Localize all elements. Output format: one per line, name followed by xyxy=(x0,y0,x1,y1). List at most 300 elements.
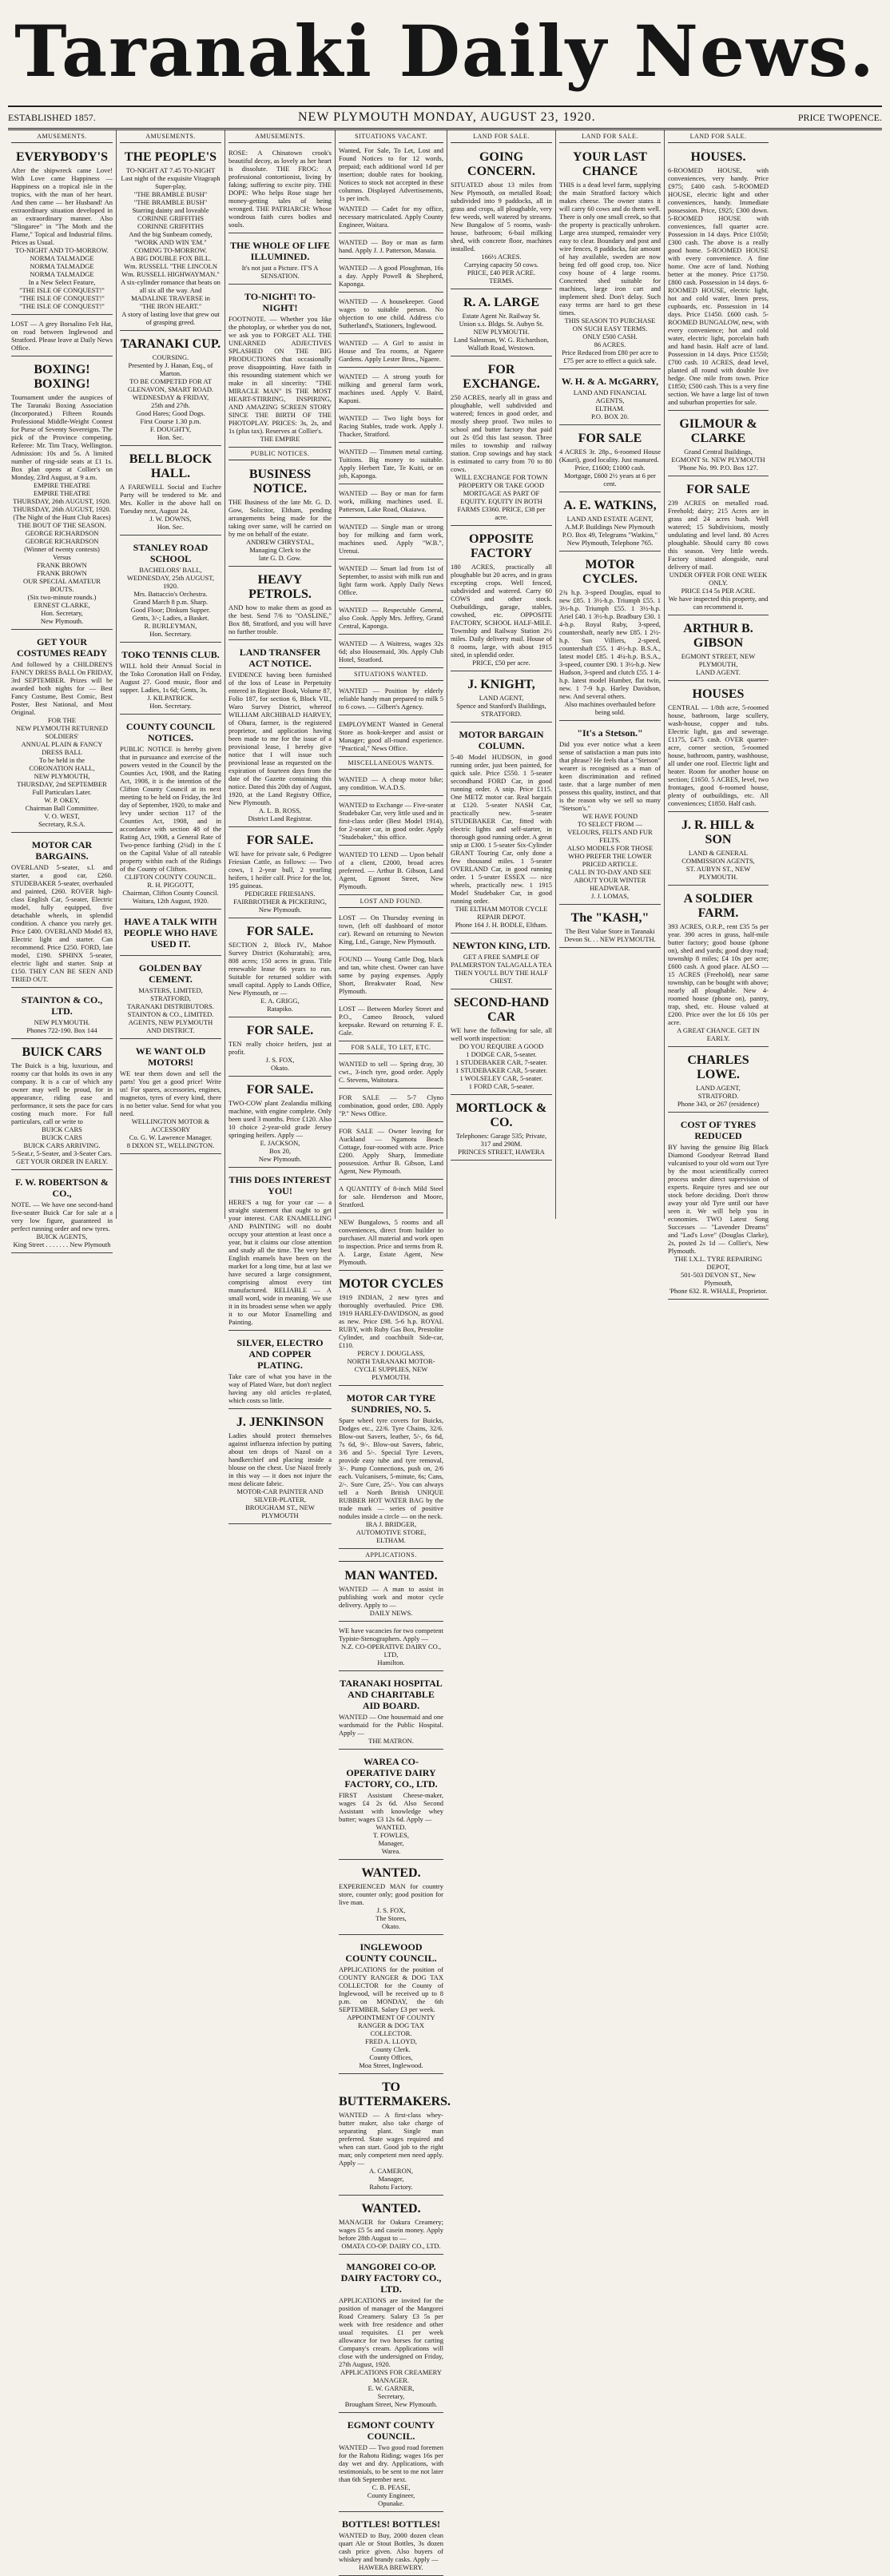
ad-line: APPOINTMENT OF COUNTY RANGER & DOG TAX COLLECTOR. xyxy=(347,2013,435,2037)
column-4-motor-cycles xyxy=(339,1273,443,1549)
ad-line: F. DOUGHTY, xyxy=(149,425,192,433)
ad-line: Grand March 8 p.m. Sharp. xyxy=(133,598,209,606)
ad-line: FRANK BROWN xyxy=(37,561,87,569)
ad-body: THIS is a dead level farm, supplying the main Stratford factory which makes cheese. The owner states it will carry 60 cows and do them well. There is only one small creek, so that the property is practically unbroken. Large area stumped, remainder very easy to clear. Boundary and post and wire fences, 8 paddocks, fair amount of hay available, sweden are now being fed off good crop, too. Nice cosy house of 4 large rooms. Concreted shed suitable for machines, large iron cart and implement shed. Don't delay. Such easy terms are hard to get these times. xyxy=(559,181,661,317)
established-label: ESTABLISHED 1857. xyxy=(8,111,96,123)
ad-line: IRA J. BRIDGER, xyxy=(365,1520,417,1528)
ad-line: MADALINE TRAVERSE in xyxy=(131,294,210,302)
advertisement xyxy=(668,1115,769,1300)
advertisement xyxy=(339,1565,443,1622)
ad-line: P.O. Box 49, Telegrams "Watkins," New Plymouth, Telephone 765. xyxy=(562,531,658,547)
ad-line: Manager, xyxy=(378,1839,404,1847)
ad-line: WEDNESDAY, 25th AUGUST, 1920. xyxy=(127,574,214,590)
ad-line: CORINNE GRIFFITHS xyxy=(137,222,204,230)
ad-line: 5-Seat.r, 5-Seater, and 3-Seater Cars. xyxy=(11,1149,113,1157)
ad-line: "THE ISLE OF CONQUEST!" xyxy=(19,294,105,302)
column-2 xyxy=(117,130,225,1219)
advertisement xyxy=(339,1182,443,1213)
section-heading: LAND FOR SALE. xyxy=(668,133,769,143)
ad-line: ELTHAM. xyxy=(376,1536,406,1544)
ad-line: R. BURLEYMAN, xyxy=(144,622,197,630)
ad-body: Spare wheel tyre covers for Buicks, Dodges etc., 22/6. Tyre Chains, 32/6. Blow-out Savers, leather, 5/-, 6s 6d, 7s 6d, 9/-. Blow-out Savers, fabric, 3/6 and 5/-. Special Tyre Levers, provide easy tube and tyre removal, 3/-. Pump Connections, push on, 2/6 each. Vulcanisers, 5-minute, 6s; Cans, 2/-. Sure Cure, 25/-. You can always tell a North British UNIQUE RUBBER HOT WATER BAG by the trade mark — series of positive nodules inside a circle — on the neck. xyxy=(339,1416,443,1520)
ad-line: New Plymouth. xyxy=(258,1155,302,1163)
ad-line: BUICK CARS xyxy=(42,1125,82,1133)
ad-title: GOLDEN BAY CEMENT. xyxy=(138,962,203,985)
ad-title: BOXING! BOXING! xyxy=(34,363,90,391)
advertisement xyxy=(120,538,221,643)
ad-line: (The Night of the Hunt Club Races) xyxy=(13,513,111,521)
ad-body: 1919 INDIAN, 2 new tyres and thoroughly overhauled. Price £98. 1919 HARLEY-DAVIDSON, as good as new. Price £98. 5-6 h.p. ROYAL RUBY, with Ruby Gas Box, Prestolite Cylinder, and coachbuilt Side-car, £110. xyxy=(339,1293,443,1349)
advertisement xyxy=(228,1333,332,1409)
ad-body: EMPLOYMENT Wanted in General Store as book-keeper and assist or Manager; good all-round experience. "Practical," News Office. xyxy=(339,720,443,752)
advertisement xyxy=(339,1388,443,1549)
ad-line: GEORGE RICHARDSON xyxy=(25,529,99,537)
ad-line: First Course 1.30 p.m. xyxy=(140,417,201,425)
ad-title: J. JENKINSON xyxy=(236,1415,324,1429)
ad-line: TO SELECT FROM — xyxy=(577,820,643,828)
advertisement xyxy=(339,1091,443,1122)
column-5 xyxy=(447,130,556,1219)
ad-body: THE Business of the late Mr. G. D. Gow, Solicitor, Eltham, pending arrangements being made for the taking over same, will be carried on by me on behalf of the estate. xyxy=(228,498,332,538)
advertisement xyxy=(228,464,332,567)
advertisement xyxy=(339,773,443,796)
ad-line: A six-cylinder romance that beats on all six all the way. And xyxy=(121,278,221,294)
ad-line: 86 ACRES. xyxy=(594,340,626,348)
ad-title: BUSINESS NOTICE. xyxy=(248,468,312,496)
advertisement xyxy=(11,835,113,988)
advertisement xyxy=(451,992,552,1095)
advertisement xyxy=(451,146,552,289)
ad-title: A. E. WATKINS, xyxy=(563,499,657,512)
ad-line: J. S. FOX, xyxy=(265,1056,295,1064)
ad-line: ST. AUBYN ST., NEW PLYMOUTH. xyxy=(685,865,751,881)
ad-line: HAWERA BREWERY. xyxy=(359,2563,423,2571)
advertisement xyxy=(11,1041,113,1170)
ad-title: ARTHUR B. GIBSON xyxy=(683,622,753,650)
ad-body: WANTED — A first-class whey-butter maker, also take charge of separating plant. Single man preferred. State wages required and when can start. Good job to the right man; only competent men need apply. Apply — xyxy=(339,2111,443,2167)
ad-body: WANTED — A Waitress, wages 32s 6d; also Housemaid, 30s. Apply Club Hotel, Stratford. xyxy=(339,639,443,663)
ad-line: "THE ISLE OF CONQUEST!" xyxy=(19,302,105,310)
ad-title: FOR SALE. xyxy=(246,925,314,938)
advertisement xyxy=(339,336,443,368)
ad-line: In a New Select Feature, xyxy=(28,278,96,286)
ad-line: Wallath Road, Westown. xyxy=(467,344,535,352)
ad-line: And the big Sunbeam comedy, xyxy=(129,230,213,238)
ad-line: DRESS BALL xyxy=(42,748,82,756)
advertisement xyxy=(339,370,443,409)
ad-body: 250 ACRES, nearly all in grass and ploughable, well subdivided and watered; fences in good order, and mostly sheep proof. Two miles to school and butter factory that paid out 2s 05d this last season. Three miles to township and railway station. Crop sowings and hay stack is estimated to carry from 70 to 80 cows. xyxy=(451,393,552,473)
advertisement xyxy=(339,445,443,484)
ad-line: STRATFORD. xyxy=(697,1092,739,1100)
ad-line: PALMERSTON TALAGALLA TEA xyxy=(451,961,552,969)
ad-line: Brougham Street, New Plymouth. xyxy=(344,2400,438,2408)
advertisement xyxy=(11,632,113,833)
section-heading: PUBLIC NOTICES. xyxy=(228,450,332,460)
section-heading: SITUATIONS WANTED. xyxy=(339,671,443,681)
ad-line: Rahotu Factory. xyxy=(369,2183,413,2191)
ad-line: King Street . . . . . . . New Plymouth xyxy=(13,1240,111,1248)
ad-line: STAINTON & CO., LIMITED. xyxy=(127,1010,214,1018)
advertisement xyxy=(339,520,443,559)
ad-body: 393 ACRES, O.R.P., rent £35 5s per year. 390 acres in grass, half-mile butter factory; good house (phone on), shed and yards; good dray road; township 8 miles; £4 10s per acre; £600 cash. A good place. ALSO — 15 ACRES (Freehold), near same township, can be bought with above; nearly all ploughable. New 4-roomed house (phone on), pantry, trap, shed, etc. House valued at £200. Price over the lot £6 10s per acre. xyxy=(668,922,769,1026)
advertisement xyxy=(668,814,769,886)
ad-line: Chairman Ball Committee. xyxy=(25,804,99,812)
ad-title: FOR SALE. xyxy=(246,1083,314,1097)
ad-title: TARANAKI CUP. xyxy=(120,337,221,351)
ad-line: Okato. xyxy=(271,1064,289,1072)
advertisement xyxy=(559,554,661,721)
ad-title: GOING CONCERN. xyxy=(467,150,535,178)
ad-line: E. JACKSON, xyxy=(260,1139,300,1147)
advertisement xyxy=(339,911,443,950)
ad-title: MORTLOCK & CO. xyxy=(455,1101,547,1129)
advertisement xyxy=(451,1097,552,1161)
ad-line: Mrs. Battaccio's Orchestra. xyxy=(133,590,208,598)
advertisement xyxy=(451,528,552,671)
ad-title: W. H. & A. McGARRY, xyxy=(561,376,659,387)
ad-body: CENTRAL — 1/8th acre, 5-roomed house, bathroom, large scullery, wash-house, copper and tubs. Electric light, gas and sewerage. £1175, £475 cash. OVER quarter-acre, corner section, 5-roomed house, bathroom, pantry, washhouse, all under one roof. Electric light and heater. Room for another house on section; £1650. 5 ACRES, level, two frontages, good 6-roomed house, plenty of outbuildings, etc. All conveniences; £1850. Half cash. xyxy=(668,703,769,807)
ad-title: MOTOR CYCLES. xyxy=(582,558,638,586)
ad-line: PRICE, £50 per acre. xyxy=(472,659,530,667)
ad-body: WANTED — Two light boys for Racing Stables, trade work. Apply J. Thacker, Stratford. xyxy=(339,414,443,438)
ad-line: The Stores, xyxy=(375,1914,407,1922)
ad-title: THE PEOPLE'S xyxy=(124,150,217,164)
ad-line: WANTED. xyxy=(375,1823,407,1831)
advertisement xyxy=(339,2257,443,2413)
ad-line: V. O. WEST, xyxy=(44,812,80,820)
ad-body: FOR SALE — Owner leaving for Auckland — Ngamotu Beach Cottage, four-roomed with acre. Price £200. Apply Sharp, Immediate possession. Arthur B. Gibson, Land Agent, New Plymouth. xyxy=(339,1127,443,1175)
ad-line: COMING TO-MORROW. xyxy=(134,246,207,254)
ad-line: J. W. DOWNS, xyxy=(149,515,192,523)
advertisement xyxy=(228,287,332,448)
ad-line: Spence and Stanford's Buildings, xyxy=(456,702,546,710)
ad-title: NEWTON KING, LTD. xyxy=(452,940,550,951)
advertisement xyxy=(339,295,443,334)
ad-title: HOUSES xyxy=(692,687,745,701)
ad-title: STAINTON & CO., LTD. xyxy=(21,994,103,1017)
ad-body: The Buick is a big, luxurious, and roomy car that holds its own in any company. It is a car of which any owner may well be proud, for in appearance, riding ease and performance, it sets the pace for cars costing much more. For full particulars, call or write to xyxy=(11,1061,113,1125)
ad-line: 1 STUDEBAKER CAR, 5-seater. xyxy=(455,1066,547,1074)
ad-line: FRED A. LLOYD, xyxy=(365,2037,417,2045)
ad-body: SITUATED about 13 miles from New Plymouth, on metalled Road; subdivided into 9 paddocks, all in grass and crops, all ploughable, very few weeds, well watered by streams. New Bungalow of 5 rooms, wash-house, bathroom; 6-bail milking shed, with concrete floor, machines installed. xyxy=(451,181,552,253)
ad-line: Mortgage, £600 2½ years at 6 per cent. xyxy=(564,472,656,488)
ad-body: Ladies should protect themselves against influenza infection by putting about ten drops of Nazol on a handkerchief and placing inside a blouse on the chest. Use Nazol freely in this way — it does not injure the most delicate fabric. xyxy=(228,1431,332,1487)
ad-line: AUTOMOTIVE STORE, xyxy=(356,1528,427,1536)
advertisement xyxy=(668,618,769,681)
ad-line: Also machines overhauled before being sold. xyxy=(564,700,656,716)
ad-line: EMPIRE THEATRE xyxy=(34,481,90,489)
advertisement xyxy=(339,1937,443,2074)
ad-line: 'Phone 632. R. WHALE, Proprietor. xyxy=(669,1287,768,1295)
ad-title: J. R. HILL & SON xyxy=(681,818,755,846)
ad-title: YOUR LAST CHANCE xyxy=(573,150,647,178)
ad-line: FAIRBROTHER & PICKERING, xyxy=(233,898,327,906)
ad-line: EMPIRE THEATRE xyxy=(34,489,90,497)
ad-line: late G. D. Gow. xyxy=(258,554,302,562)
ad-line: Opunake. xyxy=(378,2499,404,2507)
advertisement xyxy=(668,683,769,812)
ad-line: Gents, 3/-; Ladies, a Basket. xyxy=(132,614,209,622)
advertisement xyxy=(228,921,332,1017)
advertisement xyxy=(11,1173,113,1253)
ad-title: MOTOR CAR BARGAINS. xyxy=(31,839,93,862)
ad-line: WE HAVE FOUND xyxy=(582,812,638,820)
advertisement xyxy=(339,261,443,293)
ad-line: ONLY £500 CASH. xyxy=(582,332,638,340)
ad-line: BACHELORS' BALL, xyxy=(139,566,202,574)
ad-line: "WORK AND WIN 'EM." xyxy=(134,238,207,246)
ad-body: WE tear them down and sell the parts! You get a good price! Write us! For spares, accessories, engines, magnetos, tyres of every kind, there is no better value. Send for what you need. xyxy=(120,1069,221,1117)
ad-body: WANTED to sell — Spring dray, 30 cwt., 3-inch tyre, good order. Apply C. Stevens, Waitotara. xyxy=(339,1060,443,1084)
ad-line: COURSING. xyxy=(152,353,189,361)
ad-line: APPLICATIONS FOR CREAMERY MANAGER. xyxy=(340,2368,443,2384)
ad-body: ROSE: A Chinatown crook's beautiful decoy, as lovely as her heart is dissolute. THE FROG: A professional contortionist, living by faking; suffering to excite pity. THE DOPE: Who helps Rose stage her money-getting tales of being wronged. THE PATRIARCH: Whose wondrous faith cures bodies and souls. xyxy=(228,149,332,229)
ad-line: PERCY J. DOUGLASS, xyxy=(357,1349,425,1357)
ad-line: A story of lasting love that grew out of grasping greed. xyxy=(121,310,220,326)
advertisement xyxy=(668,413,769,476)
ad-body: 5-40 Model HUDSON, in good running order, just been painted, for quick sale. Price £550. 1 5-seater secondhand FORD Car, in good running order. A snip. Price £115. One METZ motor car. Real bargain at £120. 5-seater NASH Car, practically new. 5-seater STUDEBAKER Car, fitted with electric lights and self-starter, in thorough good running order. A great snip at £300. 1 5-seater Six-Cylinder GRANT Touring Car, only done a few thousand miles. 1 5-seater OVERLAND Car, in good running order. 1 5-seater ESSEX — nice wheels, practically new. 1 1915 Model Studebaker Car, in good running order. xyxy=(451,753,552,905)
ad-body: WANTED — Single man or strong boy for milking and farm work, machines used. Apply "W.B.", Urenui. xyxy=(339,523,443,555)
ad-line: We have inspected this property, and can recommend it. xyxy=(668,595,769,611)
column-4-misc-wants xyxy=(339,759,443,895)
ad-title: MOTOR CAR TYRE SUNDRIES, NO. 5. xyxy=(346,1392,436,1415)
ad-body: EXPERIENCED MAN for country store, counter only; good position for live man. xyxy=(339,1882,443,1906)
ad-line: FOR THE xyxy=(47,716,77,724)
ad-line: (Six two-minute rounds.) xyxy=(27,593,97,601)
ad-line: P.O. BOX 20. xyxy=(591,412,629,420)
ad-line: J. S. FOX, xyxy=(376,1906,406,1914)
ad-line: TERMS. xyxy=(489,277,514,285)
ad-line: 1 FORD CAR, 5-seater. xyxy=(468,1082,534,1090)
ad-line: CALL IN TO-DAY AND SEE ABOUT YOUR WINTER HEADWEAR. xyxy=(568,868,652,892)
ad-line: GET YOUR ORDER IN EARLY. xyxy=(16,1157,108,1165)
ad-title: BELL BLOCK HALL. xyxy=(129,452,213,480)
ad-title: WE WANT OLD MOTORS! xyxy=(135,1045,206,1068)
ad-line: Hon. Secretary, xyxy=(41,609,83,617)
column-1 xyxy=(8,130,117,1248)
advertisement xyxy=(228,146,332,233)
ad-title: HOUSES. xyxy=(690,150,746,164)
ad-line: NEW PLYMOUTH RETURNED xyxy=(15,724,109,732)
ad-line: Price, £1600; £1000 cash. xyxy=(574,464,646,472)
ad-body: SECTION 2, Block IV., Mahoe Survey District (Kohuratahi); area, 808 acres; 150 acres in grass. Title renewable lease 66 years to run. Suitable for returned soldier with small capital. Apply to Lands Office, New Plymouth, or — xyxy=(228,941,332,997)
advertisement xyxy=(339,2076,451,2196)
ad-body: 239 ACRES on metalled road. Freehold; dairy; 215 Acres are in grass and 24 acres bush. Well watered; 15 Subdivisions, mostly undulating and level land. 80 Acres ploughable. Should carry 80 cows this season. Very little weeds. Factory situated alongside, rural delivery of mail. xyxy=(668,499,769,571)
ad-line: THE I.X.L. TYRE REPAIRING DEPOT, xyxy=(673,1255,763,1271)
ad-title: WANTED. xyxy=(361,2202,421,2216)
ad-line: Phones 722-190. Box 144 xyxy=(26,1026,97,1034)
ad-line: 25th and 27th. xyxy=(151,401,190,409)
advertisement xyxy=(228,236,332,285)
ad-line: AGENTS, NEW PLYMOUTH xyxy=(128,1018,213,1026)
ad-line: NEW PLYMOUTH, xyxy=(34,772,90,780)
ad-line: Waitara, 12th August, 1920. xyxy=(132,897,209,905)
ad-title: FOR SALE. xyxy=(246,1024,314,1037)
ad-line: ANDREW CHRYSTAL, xyxy=(245,538,315,546)
ad-body: WANTED — A man to assist in publishing work and motor cycle delivery. Apply to — xyxy=(339,1585,443,1609)
ad-line: STRATFORD, xyxy=(150,994,191,1002)
section-heading: MISCELLANEOUS WANTS. xyxy=(339,759,443,770)
ad-title: EVERYBODY'S xyxy=(15,150,108,164)
ad-title: FOR SALE xyxy=(578,432,642,445)
advertisement xyxy=(339,236,443,259)
ad-title: BUICK CARS xyxy=(22,1045,102,1059)
column-4-lost-found xyxy=(339,898,443,1041)
ad-body: OVERLAND 5-seater, s.l. and starter, a good car, £260. STUDEBAKER 5-seater, overhauled and painted, £260. ROVER high-class English Car, 5-seater, Electric model, fully equipped, five detachable wheels, in splendid condition. A chance you rarely get. Price £400. OVERLAND Model 83, Electric light and starter. Can recommend. Price £250. FORD, late model, £190. SPHINX 5-seater, electric light and starter. Snip at £150. THEY CAN BE SEEN AND TRIED OUT. xyxy=(11,863,113,983)
advertisement xyxy=(11,359,113,630)
ad-line: "THE ISLE OF CONQUEST!" xyxy=(19,286,105,294)
ad-line: THURSDAY, 2nd SEPTEMBER xyxy=(17,780,107,788)
ad-line: Okato. xyxy=(382,1922,400,1930)
ad-line: ALSO MODELS FOR THOSE WHO PREFER THE LOWER PRICED ARTICLE. xyxy=(566,844,654,868)
column-4-for-sale xyxy=(339,1044,443,1271)
advertisement xyxy=(339,603,443,635)
ad-title: MOTOR BARGAIN COLUMN. xyxy=(459,729,544,751)
ad-line: VELOURS, FELTS AND FUR FELTS. xyxy=(567,828,653,844)
column-3-public-notices xyxy=(228,450,332,1524)
ad-title: GET YOUR COSTUMES READY xyxy=(16,636,107,659)
ad-body: FOR SALE — 5-7 Clyno combination, good order, £80. Apply "P." News Office. xyxy=(339,1093,443,1117)
ad-line: E. W. GARNER, xyxy=(368,2384,415,2392)
ad-body: 4 ACRES 3r. 28p., 6-roomed House (Kauri), good locality. Just manured. xyxy=(559,448,661,464)
ad-line: ERNEST CLARKE, xyxy=(34,601,90,609)
advertisement xyxy=(668,888,769,1047)
advertisement xyxy=(120,146,221,331)
ad-line: N.Z. CO-OPERATIVE DAIRY CO., LTD, xyxy=(340,1642,442,1658)
ad-line: Warea. xyxy=(381,1847,401,1855)
ad-line: LAND & GENERAL COMMISSION AGENTS, xyxy=(681,849,755,865)
ad-body: WANTED — Two good road foremen for the Rahotu Riding; wages 16s per day wet and dry. Applications, with testimonials, to be sent to me not later than 6th September next. xyxy=(339,2443,443,2483)
ad-line: NORTH TARANAKI MOTOR-CYCLE SUPPLIES, NEW PLYMOUTH. xyxy=(347,1357,435,1381)
ad-line: Hon. Sec. xyxy=(157,523,185,531)
ad-body: WANTED — A strong youth for milking and general farm work, machines used. Apply V. Baird, Kapuni. xyxy=(339,372,443,404)
ad-line: Good Floor; Dinkum Supper. xyxy=(130,606,211,614)
ad-line: THEN YOU'LL BUY THE HALF CHEST. xyxy=(454,969,549,985)
ad-title: MOTOR CYCLES xyxy=(339,1277,443,1291)
ad-title: EGMONT COUNTY COUNCIL. xyxy=(347,2419,435,2442)
section-heading: AMUSEMENTS. xyxy=(11,133,113,143)
ad-title: A SOLDIER FARM. xyxy=(683,892,753,920)
ad-title: The "KASH," xyxy=(570,911,650,925)
ad-title: HAVE A TALK WITH PEOPLE WHO HAVE USED IT. xyxy=(123,916,218,950)
column-4-situations-wanted xyxy=(339,671,443,757)
ad-line: Ratapiko. xyxy=(267,1005,293,1013)
advertisement xyxy=(559,146,661,369)
ad-title: LAND TRANSFER ACT NOTICE. xyxy=(239,647,321,669)
ad-body: TWO-COW plant Zealandia milking machine, with engine complete. Only been used 3 months. Price £120. Also 10 choice 2-year-old grade Jersey springing heifers. Apply — xyxy=(228,1099,332,1139)
ad-body: NEW Bungalows, 5 rooms and all conveniences, direct from builder to purchaser. All material and work open to inspection. Price and terms from R. A. Large, Estate Agent, New Plymouth. xyxy=(339,1218,443,1266)
ad-line: J. J. LOMAS, xyxy=(591,892,629,900)
ad-title: WAREA CO-OPERATIVE DAIRY FACTORY, CO., LTD. xyxy=(344,1756,438,1790)
advertisement xyxy=(339,637,443,668)
ad-line: THURSDAY, 26th AUGUST, 1920. xyxy=(13,497,111,505)
ad-line: R. H. PIGGOTT, xyxy=(147,881,194,889)
section-heading: FOR SALE, TO LET, ETC. xyxy=(339,1044,443,1054)
ad-body: Did you ever notice what a keen sense of satisfaction a man puts into that phrase? He feels that a "Stetson" wearer is recognised as a man of keen discrimination and refined taste. that a large number of men possess this quality, instinct, and that is the reason why we sell so many "Stetson's." xyxy=(559,740,661,812)
ad-line: ANNUAL PLAIN & FANCY xyxy=(21,740,103,748)
ad-title: COST OF TYRES REDUCED xyxy=(680,1119,757,1141)
ad-line: WILL EXCHANGE FOR TOWN PROPERTY OR TAKE GOOD MORTGAGE AS PART OF EQUITY. EQUITY IN BOTH FARMS £3360. PRICE, £38 per acre. xyxy=(455,473,548,521)
ad-body: EVIDENCE having been furnished of the loss of Lease in Perpetuity entered in Register Book, Volume 87, Folio 187, for section 6, Block VII., Waro Survey District, whereof WILLIAM ARCHIBALD HARVEY, of Ohura, farmer, is the registered proprietor, and application having been made to me for the issue of a provisional lease, I hereby give notice that I will issue such provisional lease as requested on the expiration of fourteen days from the date of the Gazette containing this notice. Dated this 20th day of August, 1920, at the Land Registry Office, New Plymouth. xyxy=(228,671,332,806)
ad-line: BUICK AGENTS, xyxy=(36,1232,88,1240)
ad-title: F. W. ROBERTSON & CO., xyxy=(15,1177,109,1199)
ad-line: The Best Value Store in Taranaki xyxy=(565,927,655,935)
ad-line: LAND AGENT. xyxy=(696,668,741,676)
ad-line: NORMA TALMADGE xyxy=(30,270,94,278)
ad-body: A FAREWELL Social and Euchre Party will be tendered to Mr. and Mrs. Koller in the above hall on Tuesday next, August 24. xyxy=(120,483,221,515)
ad-body: FOOTNOTE. — Whether you like the photoplay, or whether you do not, we ask you to FORGET ALL THE UNEARNED ADJECTIVES SPLASHED ON THE BIG PRODUCTIONS that occasionally prove disappointing. Have faith in this resounding statement which we make in all sincerity: "THE MIRACLE MAN" IS THE MOST HEART-STIRRING, INSPIRING, AND AMAZING SCREEN STORY SINCE THE BIRTH OF THE PHOTOPLAY. PRICES: 3s, 2s, and 1s (plus tax). Reserves at Collier's. xyxy=(228,315,332,435)
ad-body: After the shipwreck came Love! With Love came Happiness — Happiness on a tropical isle in the tropics, with the man of her heart. And then came — her Husband! An extraordinary situation developed in an extraordinary manner. Also "Slingaree" in "The Moth and the Flame," Topical and Industrial films. Prices as Usual. xyxy=(11,166,113,246)
ad-title: COUNTY COUNCIL NOTICES. xyxy=(125,721,216,743)
advertisement xyxy=(120,448,221,536)
ad-title: WANTED. xyxy=(361,1866,421,1880)
advertisement xyxy=(559,428,661,492)
advertisement xyxy=(559,907,661,948)
rates-notice: Wanted, For Sale, To Let, Lost and Found Notices to for 12 words, prepaid; each additional word 1d per insertion; double rates for booking. Notices to stock not accepted in these columns. Displayed Advertisements, 1s per inch. xyxy=(339,146,443,202)
ad-line: County Clerk. xyxy=(371,2045,411,2053)
advertisement xyxy=(339,1125,443,1180)
ad-body: WANTED — Position by elderly reliable handy man prepared to milk 5 to 6 cows. — Gilbert's Agency. xyxy=(339,687,443,711)
ad-line: BUICK CARS ARRIVING. xyxy=(23,1141,101,1149)
ad-body: APPLICATIONS are invited for the position of manager of the Mangorei Road Creamery. Salary £3 5s per week with free residence and other usual requisites. £1 per week allowance for two horses for carting Company's cream. Applications will close with the undersigned on Friday, 27th August, 1920. xyxy=(339,2296,443,2368)
ad-line: County Engineer, xyxy=(367,2491,415,2499)
ad-line: Hon. Secretary. xyxy=(149,702,192,710)
ad-line: "THE IRON HEART." xyxy=(139,302,202,310)
ad-line: GET A FREE SAMPLE OF xyxy=(463,953,540,961)
ad-line: New Plymouth. xyxy=(258,906,302,914)
ad-line: CORONATION HALL, xyxy=(29,764,95,772)
section-heading: AMUSEMENTS. xyxy=(228,133,332,143)
ad-body: And followed by a CHILDREN'S FANCY DRESS BALL On FRIDAY, 3rd SEPTEMBER. Prizes will be awarded both nights for — Best Fancy Costume, Best Comic, Best Poster, Best National, and Most Original. xyxy=(11,660,113,716)
ad-title: TARANAKI HOSPITAL AND CHARITABLE AID BOARD. xyxy=(340,1678,443,1711)
advertisement xyxy=(339,1752,443,1860)
ad-line: It's not just a Picture. IT'S A SENSATION. xyxy=(241,264,319,280)
column-3 xyxy=(225,130,336,1519)
ad-line: Presented by J. Hanan, Esq., of Marton. xyxy=(128,361,213,377)
advertisement xyxy=(339,487,443,518)
advertisement xyxy=(120,1041,221,1154)
ad-line: MOTOR-CAR PAINTER AND SILVER-PLATER, xyxy=(236,1487,324,1503)
advertisement xyxy=(339,2198,443,2255)
ad-body: WANTED to Buy, 2000 dozen clean quart Ale or Stout Bottles, 3s dozen cash price given. Also buyers of whiskey and brandy casks. Apply — xyxy=(339,2531,443,2563)
advertisement xyxy=(228,643,332,827)
ad-line: THE EMPIRE xyxy=(260,435,300,443)
ad-line: 1 STUDEBAKER CAR, 7-seater. xyxy=(455,1058,547,1066)
ad-line: (Winner of twenty contests) xyxy=(24,545,100,553)
ad-line: Secretary, xyxy=(377,2392,405,2400)
ad-line: Estate Agent Nr. Railway St. xyxy=(462,312,541,320)
ad-body: WANTED — Cadet for my office, necessary matriculated. Apply County Engineer, Waitara. xyxy=(339,205,443,229)
ad-body: NOTE. — We have one second-hand five-seater Buick Car for sale at a very low figure, guaranteed in perfect running order and new tyres. xyxy=(11,1200,113,1232)
advertisement xyxy=(228,1170,332,1331)
ad-line: Wm. RUSSELL "THE LINCOLN xyxy=(124,262,217,270)
ad-line: STRATFORD. xyxy=(481,710,522,718)
ad-line: Manager, xyxy=(378,2175,404,2183)
ad-title: BOTTLES! BOTTLES! xyxy=(341,2518,441,2530)
ad-body: LOST — On Thursday evening in town, (left off dashboard of motor car). Reward on returning to Newton King, Ltd., Garage, New Plymouth. xyxy=(339,914,443,946)
advertisement xyxy=(228,1411,332,1524)
advertisement xyxy=(120,958,221,1039)
ad-body: 180 ACRES, practically all ploughable but 20 acres, and in grass excepting crops. Well fenced, subdivided and watered. Carry 60 COWS and other stock. Outbuildings, garage, stables, cowshed, etc. OPPOSITE FACTORY, SCHOOL HALF-MILE. Township and Railway Station 2½ miles. Daily delivery mail. House of 8 rooms, large, with about 1915 sited, in splendid order. xyxy=(451,563,552,659)
advertisement xyxy=(339,1002,443,1041)
ad-title: MANGOREI CO-OP. DAIRY FACTORY CO., LTD. xyxy=(340,2261,442,2295)
advertisement xyxy=(339,1057,443,1089)
ad-line: LAND AGENT, xyxy=(696,1084,741,1092)
advertisement xyxy=(451,292,552,356)
ad-line: THE MATRON. xyxy=(368,1737,414,1745)
ad-line: CORINNE GRIFFITHS xyxy=(137,214,204,222)
ad-body: WANTED — A good Ploughman, 16s a day. Apply Powell & Shepherd, Kaponga. xyxy=(339,264,443,288)
